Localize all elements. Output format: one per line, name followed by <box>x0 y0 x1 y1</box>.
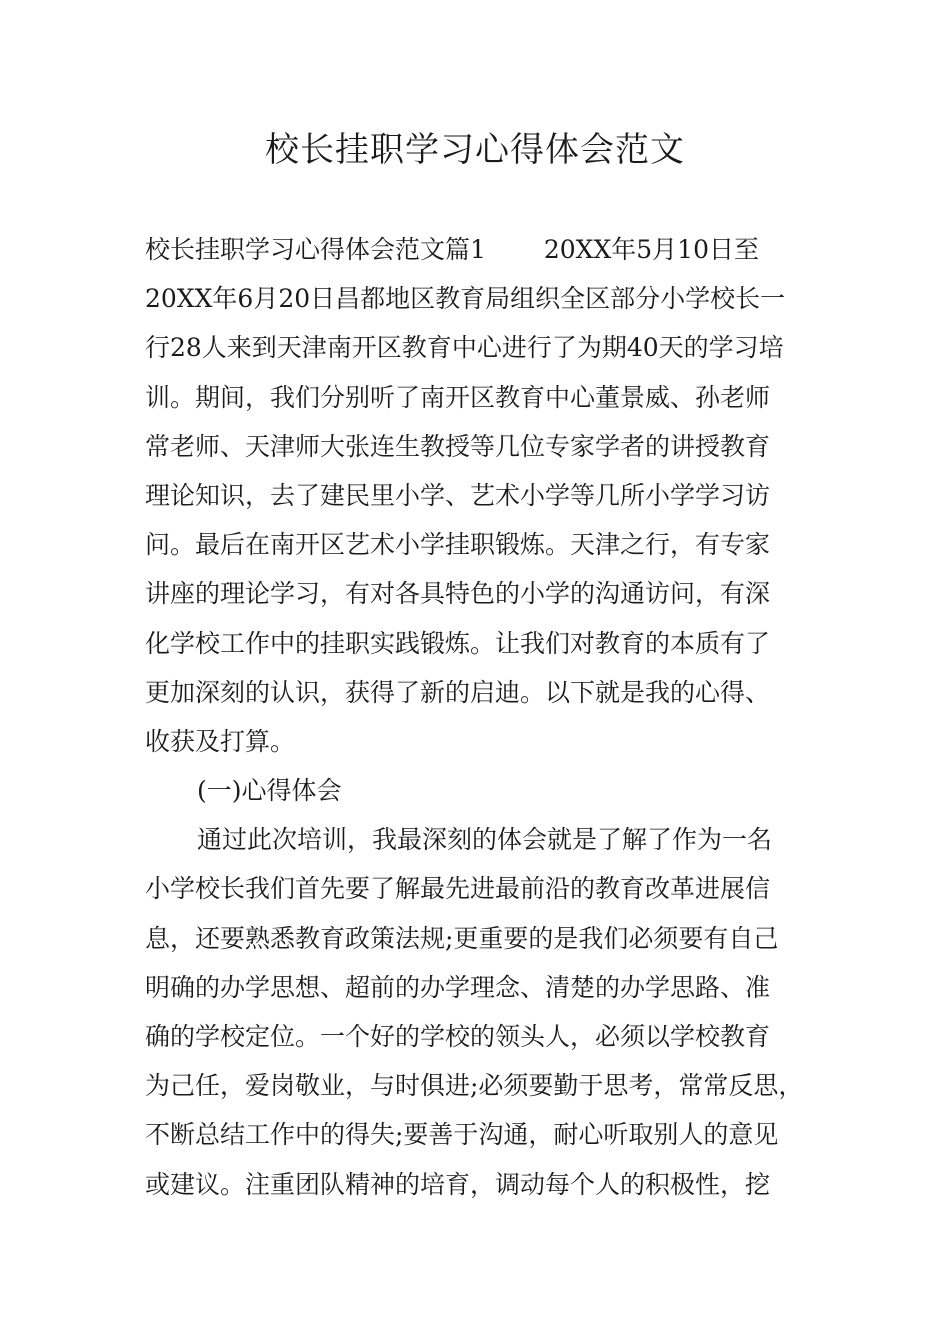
text-line: 常老师、天津师大张连生教授等几位专家学者的讲授教育 <box>145 431 771 461</box>
text-line: 理论知识，去了建民里小学、艺术小学等几所小学学习访 <box>145 480 771 510</box>
section-heading: (一)心得体会 <box>197 776 342 806</box>
text-line: 为己任，爱岗敬业，与时俱进;必须要勤于思考，常常反思， <box>145 1071 804 1101</box>
text-line: 不断总结工作中的得失;要善于沟通，耐心听取别人的意见 <box>145 1120 779 1150</box>
text-line: 或建议。注重团队精神的培育，调动每个人的积极性，挖 <box>145 1169 771 1199</box>
text-line: 训。期间，我们分别听了南开区教育中心董景威、孙老师 <box>145 382 771 412</box>
page-title: 校长挂职学习心得体会范文 <box>265 130 685 170</box>
text-line: 更加深刻的认识，获得了新的启迪。以下就是我的心得、 <box>145 677 771 707</box>
document-body <box>145 225 810 1209</box>
text-line: 校长挂职学习心得体会范文篇1 20XX年5月10日至 <box>145 235 759 264</box>
text-line: 20XX年6月20日昌都地区教育局组织全区部分小学校长一 <box>145 284 786 314</box>
text-line: 行28人来到天津南开区教育中心进行了为期40天的学习培 <box>145 333 784 363</box>
text-line: 收获及打算。 <box>145 726 296 756</box>
text-line: 息，还要熟悉教育政策法规;更重要的是我们必须要有自己 <box>145 923 779 953</box>
text-line: 明确的办学思想、超前的办学理念、清楚的办学思路、准 <box>145 972 771 1002</box>
text-line: 确的学校定位。一个好的学校的领头人，必须以学校教育 <box>145 1022 771 1051</box>
text-line: 通过此次培训，我最深刻的体会就是了解了作为一名 <box>197 825 773 855</box>
text-line: 小学校长我们首先要了解最先进最前沿的教育改革进展信 <box>145 874 771 904</box>
text-line: 讲座的理论学习，有对各具特色的小学的沟通访问，有深 <box>145 579 771 609</box>
text-line: 化学校工作中的挂职实践锻炼。让我们对教育的本质有了 <box>145 628 771 658</box>
text-line: 问。最后在南开区艺术小学挂职锻炼。天津之行，有专家 <box>145 530 771 560</box>
